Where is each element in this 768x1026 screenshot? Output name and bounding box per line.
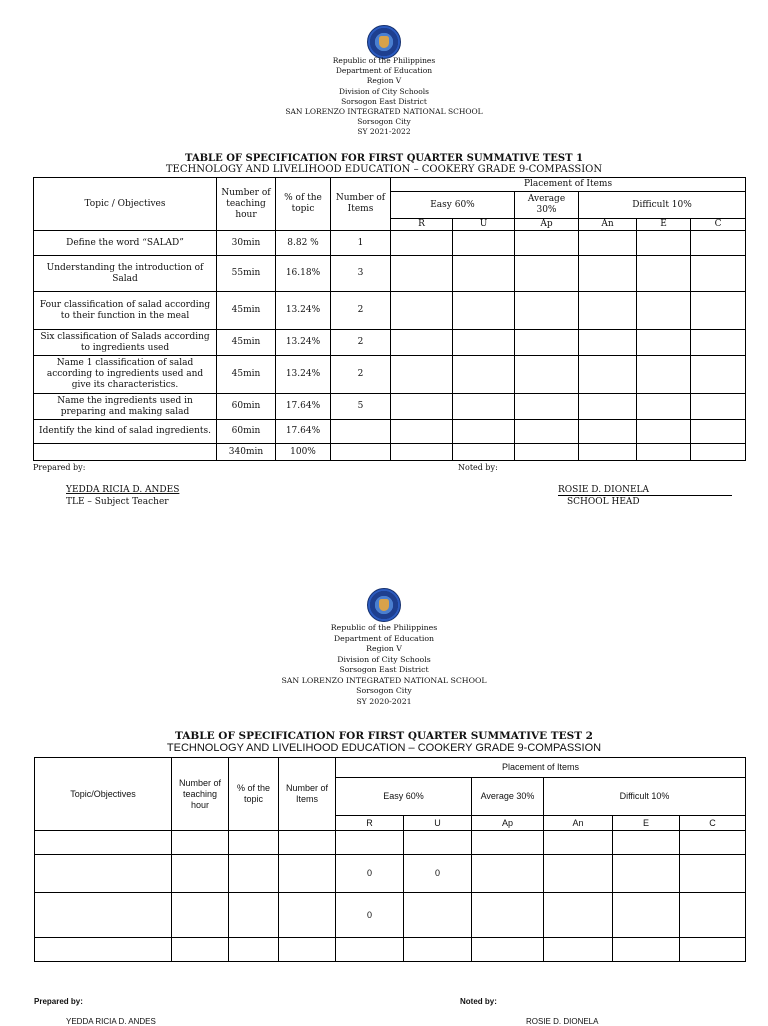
table-row [35, 831, 746, 855]
header-percent: % of the topic [276, 178, 331, 231]
page-title: TABLE OF SPECIFICATION FOR FIRST QUARTER SUMMATIVE TEST 2 [175, 730, 593, 742]
header-difficult: Difficult 10% [579, 192, 746, 219]
items-cell: 2 [331, 330, 391, 356]
r-cell: 0 [336, 893, 404, 938]
percent-cell: 13.24% [276, 330, 331, 356]
header-line: SY 2020-2021 [356, 696, 412, 706]
header-line: Region V [366, 644, 402, 653]
page-subtitle: TECHNOLOGY AND LIVELIHOOD EDUCATION – COOKERY GRADE 9-COMPASSION [166, 742, 602, 754]
percent-cell: 16.18% [276, 256, 331, 292]
topic-cell: Name 1 classification of salad according to ingredients used and give its characteristics. [34, 356, 217, 394]
topic-cell: Name the ingredients used in preparing and making salad [34, 394, 217, 420]
level-ap: Ap [515, 219, 579, 231]
items-cell [331, 420, 391, 444]
header-line: SAN LORENZO INTEGRATED NATIONAL SCHOOL [285, 107, 483, 117]
header-difficult: Difficult 10% [544, 778, 746, 816]
teacher-role: TLE – Subject Teacher [66, 497, 169, 507]
hours-cell: 60min [217, 420, 276, 444]
r-cell: 0 [336, 855, 404, 893]
specification-table [33, 177, 746, 461]
head-name [558, 485, 732, 496]
header-average: Average 30% [515, 192, 579, 219]
teacher-name: YEDDA RICIA D. ANDES [66, 485, 180, 495]
level-c: C [691, 219, 746, 231]
items-cell: 2 [331, 292, 391, 330]
level-e: E [613, 816, 680, 831]
header-line: Sorsogon City [357, 117, 411, 127]
prepared-by-label: Prepared by: [33, 463, 86, 472]
header-line: Department of Education [333, 633, 435, 643]
head-name-text: ROSIE D. DIONELA [558, 485, 649, 495]
header-topic: Topic/Objectives [35, 758, 172, 831]
noted-by-label: Noted by: [458, 463, 498, 472]
table-row [34, 292, 746, 330]
header-items: Number of Items [279, 758, 336, 831]
header-easy: Easy 60% [391, 192, 515, 219]
header-placement: Placement of Items [391, 178, 746, 192]
total-percent-cell: 100% [276, 444, 331, 461]
topic-cell: Define the word “SALAD” [34, 231, 217, 256]
percent-cell: 17.64% [276, 394, 331, 420]
topic-cell: Six classification of Salads according to ingredients used [34, 330, 217, 356]
header-hours: Number of teaching hour [172, 758, 229, 831]
header-line: Division of City Schools [339, 86, 429, 96]
hours-cell: 45min [217, 292, 276, 330]
noted-by-label: Noted by: [460, 997, 497, 1006]
level-ap: Ap [472, 816, 544, 831]
deped-seal-logo [367, 25, 401, 59]
deped-seal-logo [367, 588, 401, 622]
items-cell: 1 [331, 231, 391, 256]
school-header [0, 623, 768, 707]
specification-table [34, 757, 746, 962]
school-header [0, 56, 768, 138]
header-placement: Placement of Items [336, 758, 746, 778]
items-cell: 2 [331, 356, 391, 394]
header-line: Division of City Schools [337, 654, 431, 664]
hours-cell: 30min [217, 231, 276, 256]
header-topic: Topic / Objectives [34, 178, 217, 231]
level-c: C [680, 816, 746, 831]
level-r: R [336, 816, 404, 831]
header-line: SAN LORENZO INTEGRATED NATIONAL SCHOOL [281, 675, 487, 685]
hours-cell: 55min [217, 256, 276, 292]
topic-cell: Four classification of salad according to their function in the meal [34, 292, 217, 330]
table-row [34, 356, 746, 394]
table-row [35, 855, 746, 893]
hours-cell: 45min [217, 356, 276, 394]
head-name: ROSIE D. DIONELA [526, 1017, 599, 1026]
header-items: Number of Items [331, 178, 391, 231]
header-hours: Number of teaching hour [217, 178, 276, 231]
level-e: E [637, 219, 691, 231]
percent-cell: 13.24% [276, 356, 331, 394]
header-line: Republic of the Philippines [332, 56, 436, 65]
level-u: U [404, 816, 472, 831]
percent-cell: 13.24% [276, 292, 331, 330]
hours-cell: 45min [217, 330, 276, 356]
header-line: Department of Education [335, 66, 433, 76]
prepared-by-label: Prepared by: [34, 997, 83, 1006]
percent-cell: 17.64% [276, 420, 331, 444]
table-row [34, 256, 746, 292]
page-subtitle: TECHNOLOGY AND LIVELIHOOD EDUCATION – COOKERY GRADE 9-COMPASSION [165, 164, 603, 175]
percent-cell: 8.82 % [276, 231, 331, 256]
items-cell: 3 [331, 256, 391, 292]
table-row [34, 420, 746, 444]
hours-cell: 60min [217, 394, 276, 420]
total-hours-cell: 340min [217, 444, 276, 461]
header-line: Sorsogon City [356, 686, 412, 695]
level-an: An [579, 219, 637, 231]
header-easy: Easy 60% [336, 778, 472, 816]
items-cell: 5 [331, 394, 391, 420]
table-row [34, 394, 746, 420]
header-average: Average 30% [472, 778, 544, 816]
header-line: Sorsogon East District [339, 665, 429, 674]
header-line: Republic of the Philippines [330, 623, 438, 632]
header-line: Sorsogon East District [341, 96, 427, 106]
table-row [35, 938, 746, 962]
table-row [34, 231, 746, 256]
header-line: Region V [366, 76, 402, 86]
level-u: U [453, 219, 515, 231]
level-an: An [544, 816, 613, 831]
topic-cell: Identify the kind of salad ingredients. [34, 420, 217, 444]
teacher-name: YEDDA RICIA D. ANDES [66, 1017, 156, 1026]
table-row [34, 330, 746, 356]
u-cell: 0 [404, 855, 472, 893]
head-role: SCHOOL HEAD [567, 497, 640, 507]
header-line: SY 2021-2022 [357, 127, 411, 137]
header-percent: % of the topic [229, 758, 279, 831]
table-row [35, 893, 746, 938]
level-r: R [391, 219, 453, 231]
page-title: TABLE OF SPECIFICATION FOR FIRST QUARTER SUMMATIVE TEST 1 [184, 153, 584, 164]
total-row [34, 444, 746, 461]
topic-cell: Understanding the introduction of Salad [34, 256, 217, 292]
